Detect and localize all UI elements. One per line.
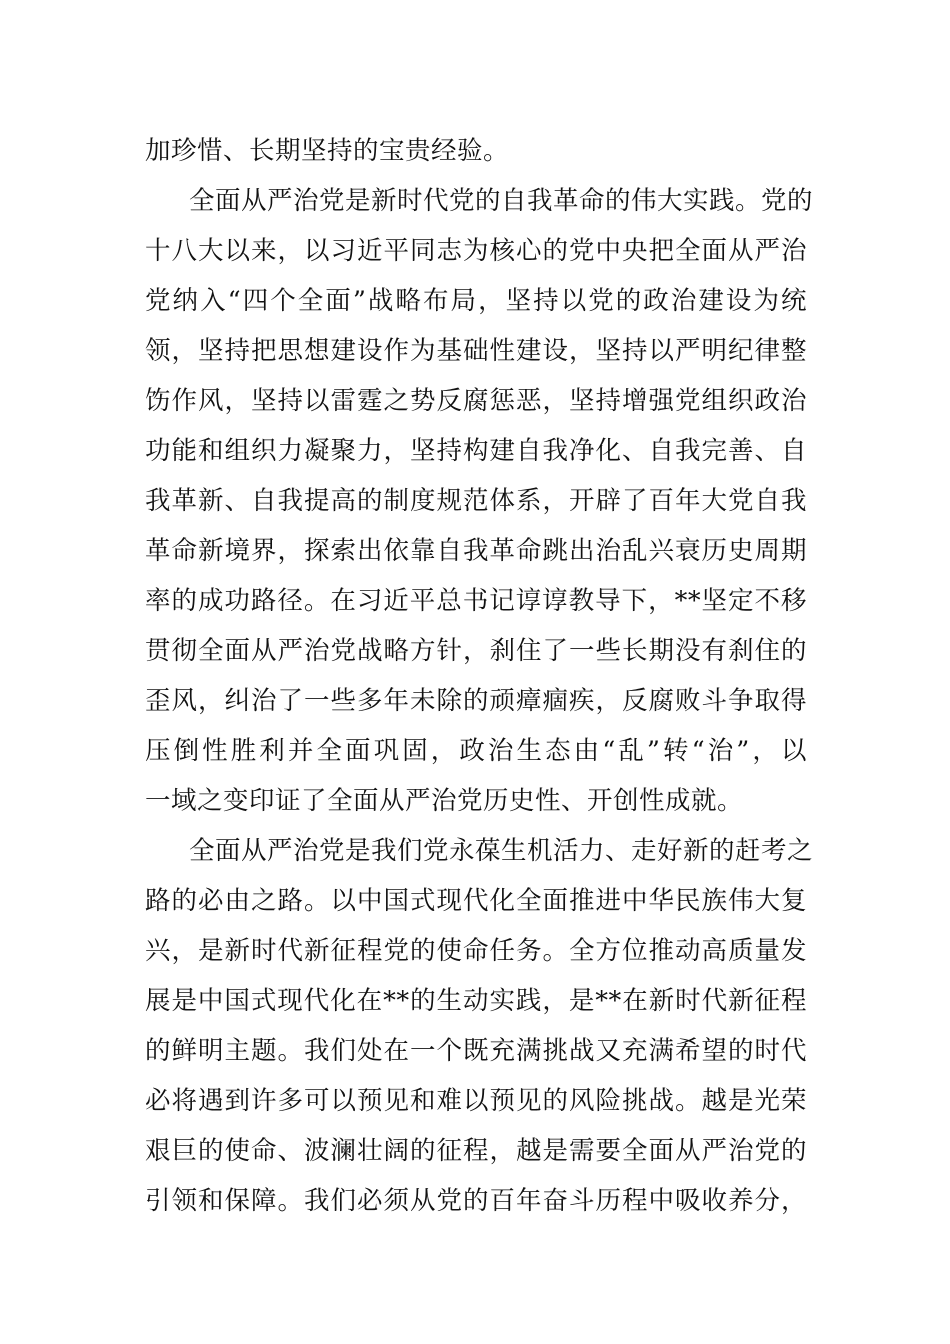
text-line: 的鲜明主题。我们处在一个既充满挑战又充满希望的时代: [145, 1036, 807, 1066]
text-line: 路的必由之路。以中国式现代化全面推进中华民族伟大复: [145, 886, 807, 916]
text-line: 贯彻全面从严治党战略方针，刹住了一些长期没有刹住的: [145, 636, 807, 666]
text-line: 饬作风，坚持以雷霆之势反腐惩恶，坚持增强党组织政治: [145, 386, 807, 416]
text-line: 引领和保障。我们必须从党的百年奋斗历程中吸收养分，: [145, 1186, 807, 1216]
text-line: 压倒性胜利并全面巩固，政治生态由“乱”转“治”，以: [145, 736, 807, 766]
text-line: 我革新、自我提高的制度规范体系，开辟了百年大党自我: [145, 486, 807, 516]
text-line: 革命新境界，探索出依靠自我革命跳出治乱兴衰历史周期: [145, 536, 807, 566]
text-line: 功能和组织力凝聚力，坚持构建自我净化、自我完善、自: [145, 436, 807, 466]
text-line: 十八大以来，以习近平同志为核心的党中央把全面从严治: [145, 236, 807, 266]
text-line: 必将遇到许多可以预见和难以预见的风险挑战。越是光荣: [145, 1086, 807, 1116]
text-line: 展是中国式现代化在**的生动实践，是**在新时代新征程: [145, 986, 807, 1016]
body-text: [145, 126, 814, 1226]
text-line: 党纳入“四个全面”战略布局，坚持以党的政治建设为统: [145, 286, 807, 316]
paragraph-first-line: 全面从严治党是新时代党的自我革命的伟大实践。党的: [189, 186, 814, 216]
text-line: 艰巨的使命、波澜壮阔的征程，越是需要全面从严治党的: [145, 1136, 807, 1166]
text-line: 加珍惜、长期坚持的宝贵经验。: [145, 136, 510, 166]
text-line: 兴，是新时代新征程党的使命任务。全方位推动高质量发: [145, 936, 807, 966]
paragraph-first-line: 全面从严治党是我们党永葆生机活力、走好新的赶考之: [189, 836, 814, 866]
text-line: 歪风，纠治了一些多年未除的顽瘴痼疾，反腐败斗争取得: [145, 686, 807, 716]
text-line: 领，坚持把思想建设作为基础性建设，坚持以严明纪律整: [145, 336, 807, 366]
text-line: 率的成功路径。在习近平总书记谆谆教导下，**坚定不移: [145, 586, 807, 616]
text-line: 一域之变印证了全面从严治党历史性、开创性成就。: [145, 786, 744, 816]
